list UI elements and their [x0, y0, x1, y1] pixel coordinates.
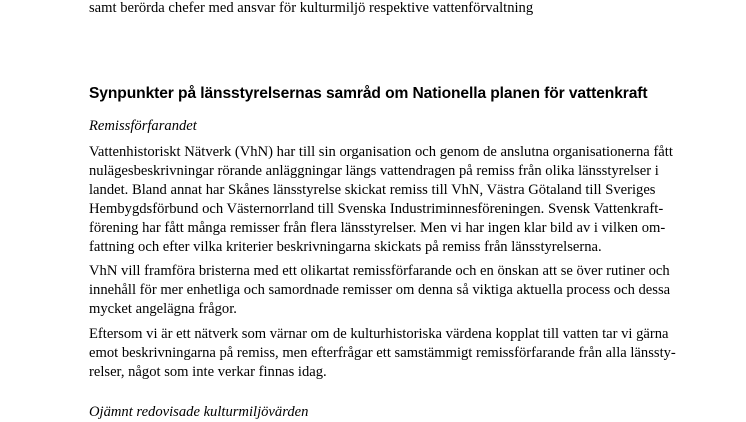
paragraph-line: Eftersom vi är ett nätverk som värnar om de kulturhistoriska värdena kopplat till vatten tar vi gärna [89, 326, 669, 342]
paragraph-line: innehåll för mer enhetliga och samordnade remisser om denna så viktiga aktuella process och dessa [89, 282, 671, 299]
paragraph-line: Vattenhistoriskt Nätverk (VhN) har till sin organisation och genom de anslutna organisationerna fått [89, 144, 673, 160]
paragraph-line: Hembygdsförbund och Västernorrland till Svenska Industriminnesföreningen. Svensk Vattenkraft- [89, 201, 664, 218]
paragraph-line: förening har fått många remisser från flera länsstyrelser. Men vi har ingen klar bild av i vilken om- [89, 220, 666, 237]
paragraph-line: mycket angelägna frågor. [89, 301, 237, 318]
paragraph-line: emot beskrivningarna på remiss, men efterfrågar ett samstämmigt remissförfarande från alla länssty- [89, 345, 676, 362]
paragraph-line: relser, något som inte verkar finnas idag. [89, 364, 327, 381]
intro-line: samt berörda chefer med ansvar för kulturmiljö respektive vattenförvaltning [89, 0, 534, 16]
paragraph-line: VhN vill framföra bristerna med ett olikartat remissförfarande och en önskan att se över rutiner och [89, 263, 670, 279]
paragraph-1 [89, 143, 689, 258]
subheading-remissforfarandet: Remissförfarandet [89, 118, 197, 134]
subheading-kulturmiljovarden: Ojämnt redovisade kulturmiljövärden [89, 404, 309, 420]
paragraph-line: fattning och efter vilka kriterier beskrivningarna skickats på remiss från länsstyrelserna. [89, 239, 602, 256]
paragraph-2 [89, 262, 689, 319]
paragraph-line: nulägesbeskrivningar rörande anläggningar längs vattendragen på remiss från olika länsstyrelser i [89, 163, 659, 180]
section-heading: Synpunkter på länsstyrelsernas samråd om Nationella planen för vattenkraft [89, 85, 648, 102]
paragraph-line: landet. Bland annat har Skånes länsstyrelse skickat remiss till VhN, Västra Götaland till Sveriges [89, 182, 656, 199]
paragraph-3 [89, 325, 689, 382]
